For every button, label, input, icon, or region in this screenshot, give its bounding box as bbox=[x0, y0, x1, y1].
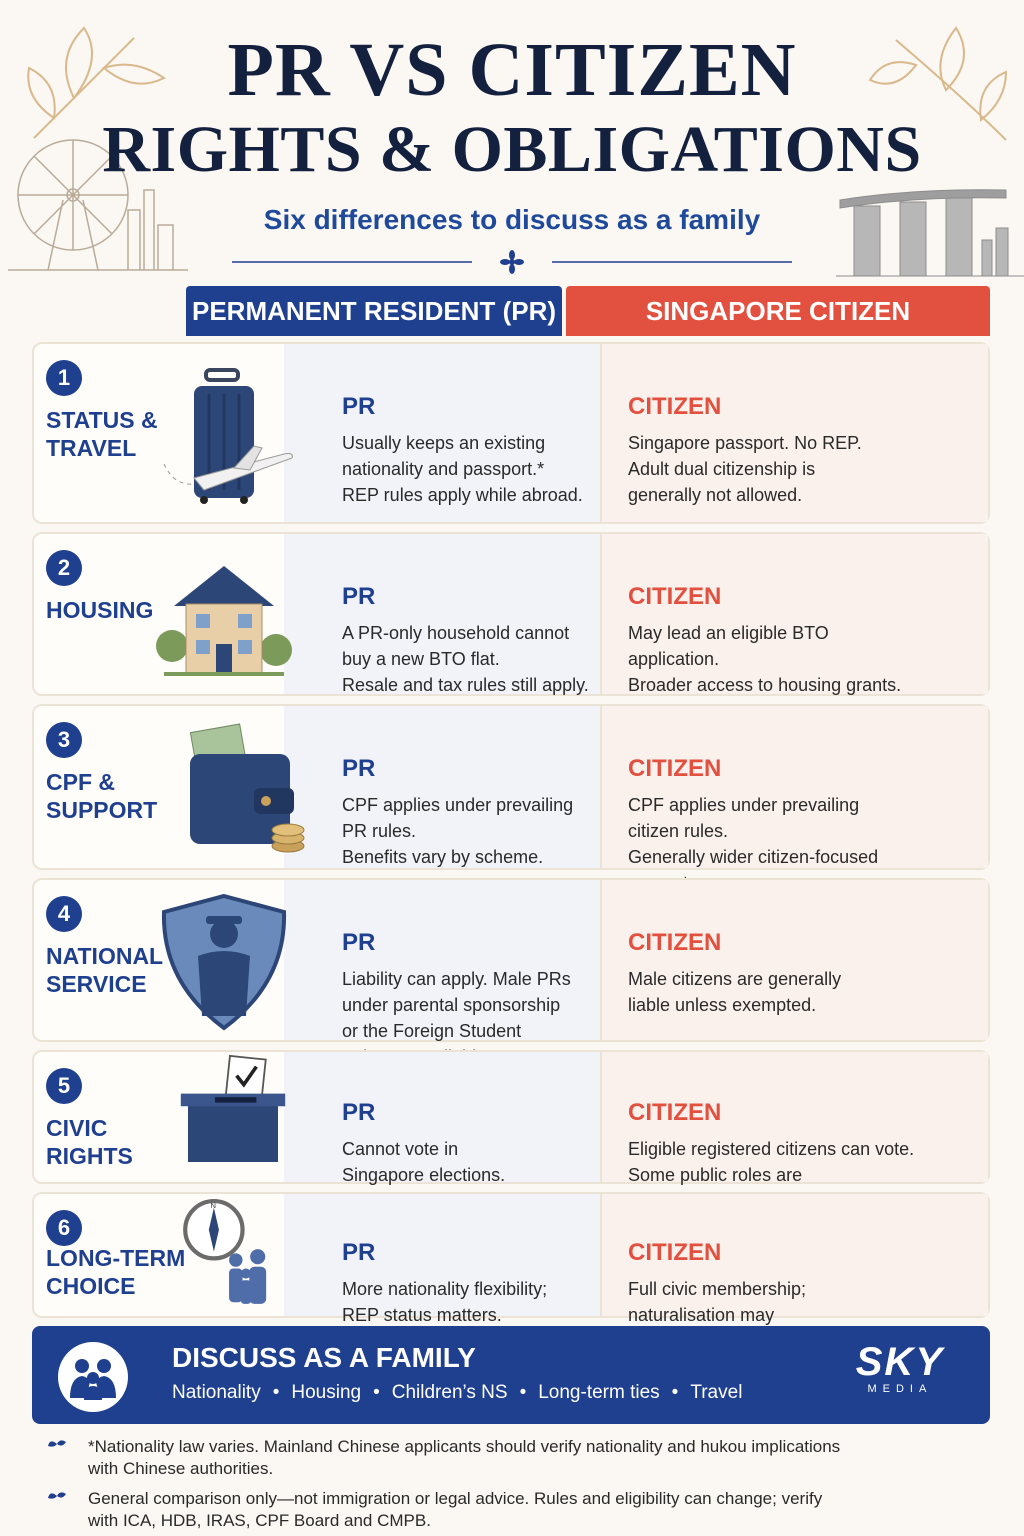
citizen-cell bbox=[628, 728, 968, 896]
comparison-row-housing bbox=[32, 532, 990, 696]
citizen-text: May lead an eligible BTO application. Broader access to housing grants. bbox=[628, 623, 902, 695]
row-number: 1 bbox=[46, 360, 82, 396]
row-category: CPF & SUPPORT bbox=[46, 769, 158, 823]
row-number: 6 bbox=[46, 1210, 82, 1246]
row-category: CIVIC RIGHTS bbox=[46, 1115, 133, 1169]
house-icon bbox=[154, 546, 294, 686]
discuss-as-family-banner bbox=[32, 1326, 990, 1424]
row-category: NATIONAL SERVICE bbox=[46, 943, 164, 997]
row-category: STATUS & TRAVEL bbox=[46, 407, 158, 461]
topic-item: Long-term ties bbox=[538, 1382, 660, 1403]
citizen-text: Eligible registered citizens can vote. Some public roles are bbox=[628, 1139, 915, 1185]
logo-sub: MEDIA bbox=[867, 1383, 933, 1395]
leaf-bullet-icon bbox=[46, 1436, 68, 1458]
sky-media-logo bbox=[856, 1340, 944, 1395]
shield-soldier-icon bbox=[154, 892, 294, 1032]
topic-item: Children’s NS bbox=[391, 1382, 508, 1403]
row-number: 2 bbox=[46, 550, 82, 586]
comparison-row-long-term-choice bbox=[32, 1192, 990, 1325]
row-number: 3 bbox=[46, 722, 82, 758]
citizen-label: CITIZEN bbox=[628, 583, 722, 610]
subtitle: Six differences to discuss as a family bbox=[263, 204, 761, 235]
pr-label: PR bbox=[342, 1099, 376, 1126]
pr-text: CPF applies under prevailing PR rules. Benefits vary by scheme. bbox=[342, 795, 574, 867]
pr-label: PR bbox=[342, 393, 376, 420]
citizen-cell bbox=[628, 902, 968, 1018]
ballot-box-icon bbox=[154, 1054, 294, 1180]
citizen-cell bbox=[628, 366, 968, 508]
wallet-icon bbox=[154, 718, 294, 858]
flower-divider-icon bbox=[232, 250, 792, 274]
citizen-text: CPF applies under prevailing citizen rules. Generally wider citizen-focused bbox=[628, 795, 879, 867]
logo-main: SKY bbox=[855, 1340, 944, 1384]
page-title bbox=[0, 28, 1024, 188]
citizen-cell bbox=[628, 556, 968, 698]
comparison-row-national-service bbox=[32, 878, 990, 1042]
pr-text: Liability can apply. Male PRs under parental sponsorship or the Foreign Student bbox=[342, 969, 571, 1041]
pr-cell bbox=[342, 1072, 592, 1188]
banner-title: DISCUSS AS A FAMILY bbox=[172, 1342, 476, 1373]
pr-cell bbox=[342, 366, 592, 508]
footnote-text: General comparison only—not immigration or legal advice. Rules and eligibility can change; verify with ICA, HDB, IRAS, CPF Board and CMPB. bbox=[88, 1489, 823, 1530]
topic-item: Nationality bbox=[172, 1382, 261, 1403]
pr-cell bbox=[342, 728, 592, 870]
column-header-citizen: SINGAPORE CITIZEN bbox=[566, 286, 990, 336]
citizen-text: Singapore passport. No REP. Adult dual citizenship is generally not allowed. bbox=[628, 433, 862, 505]
pr-label: PR bbox=[342, 583, 376, 610]
compass-family-icon bbox=[154, 1196, 294, 1314]
pr-label: PR bbox=[342, 755, 376, 782]
family-icon bbox=[58, 1342, 128, 1412]
leaf-bullet-icon bbox=[46, 1488, 68, 1510]
pr-cell bbox=[342, 556, 592, 698]
pr-cell bbox=[342, 902, 592, 1070]
comparison-row-cpf-support bbox=[32, 704, 990, 870]
title-line-1: PR VS CITIZEN bbox=[227, 28, 797, 112]
row-number: 4 bbox=[46, 896, 82, 932]
footnote-2 bbox=[46, 1488, 846, 1532]
row-category: HOUSING bbox=[46, 597, 154, 623]
comparison-row-civic-rights bbox=[32, 1050, 990, 1184]
pr-label: PR bbox=[342, 929, 376, 956]
topic-item: Housing bbox=[291, 1382, 362, 1403]
citizen-label: CITIZEN bbox=[628, 1099, 722, 1126]
topic-item: Travel bbox=[690, 1382, 743, 1403]
pr-text: A PR-only household cannot buy a new BTO flat. Resale and tax rules still apply. bbox=[342, 623, 589, 695]
footnote-1 bbox=[46, 1436, 846, 1480]
citizen-label: CITIZEN bbox=[628, 929, 722, 956]
citizen-text: Full civic membership; naturalisation may bbox=[628, 1279, 807, 1325]
comparison-row-status-travel bbox=[32, 342, 990, 524]
title-line-2: RIGHTS & OBLIGATIONS bbox=[102, 113, 922, 186]
pr-text: Cannot vote in Singapore elections. bbox=[342, 1139, 506, 1185]
row-category: LONG-TERM CHOICE bbox=[46, 1245, 186, 1299]
citizen-label: CITIZEN bbox=[628, 1239, 722, 1266]
citizen-label: CITIZEN bbox=[628, 393, 722, 420]
pr-text: Usually keeps an existing nationality and passport.* REP rules apply while abroad. bbox=[342, 433, 583, 505]
pr-label: PR bbox=[342, 1239, 376, 1266]
row-number: 5 bbox=[46, 1068, 82, 1104]
pr-text: More nationality flexibility; REP status matters. bbox=[342, 1279, 548, 1325]
footnote-text: *Nationality law varies. Mainland Chinese applicants should verify nationality and hukou implications with Chinese authorities. bbox=[88, 1437, 841, 1478]
column-header-pr: PERMANENT RESIDENT (PR) bbox=[186, 286, 562, 336]
pr-cell bbox=[342, 1212, 592, 1328]
svg-text:N: N bbox=[210, 1200, 216, 1210]
citizen-text: Male citizens are generally liable unless exempted. bbox=[628, 969, 842, 1015]
citizen-label: CITIZEN bbox=[628, 755, 722, 782]
banner-topics: Nationality • Housing • Children’s NS • Long-term ties • Travel bbox=[172, 1382, 743, 1403]
luggage-plane-icon bbox=[154, 366, 294, 506]
